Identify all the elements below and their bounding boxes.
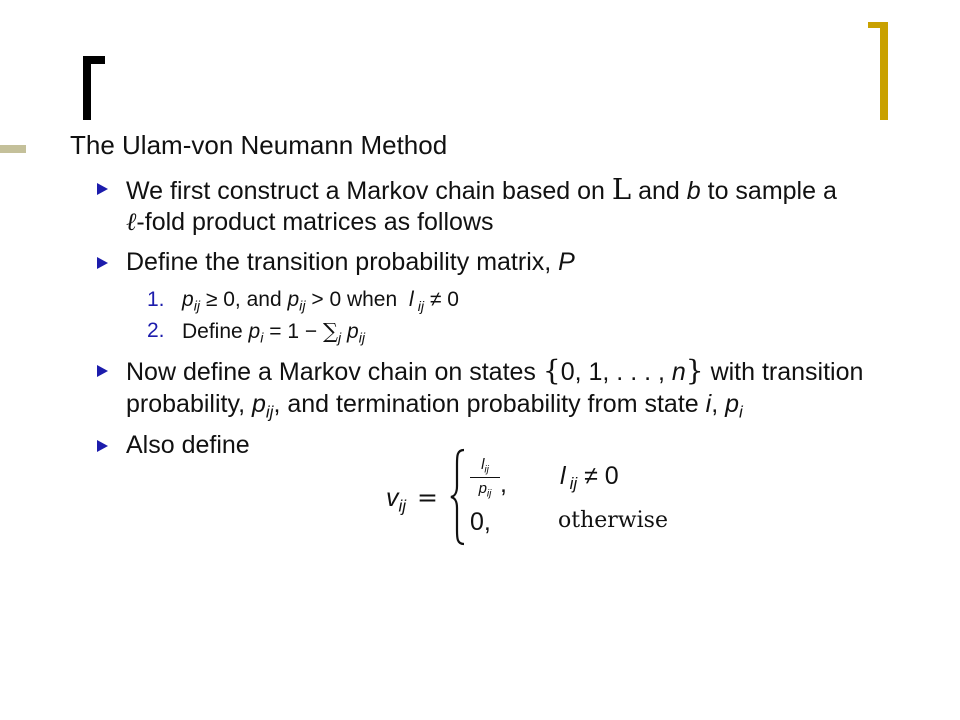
- bullet-triangle-icon: [97, 365, 108, 377]
- black-bracket-decoration: [83, 56, 91, 120]
- bullet-3-line-2: probability, $p_{ij}$, and termination probability from state i, $p_i$: [126, 390, 743, 422]
- formula-case-2-value: 0,: [470, 508, 491, 536]
- fraction-l-over-p: $l_{ij}$ $p_{ij}$: [470, 456, 500, 500]
- left-brace-icon: [448, 448, 468, 546]
- enum-number-1: 1.: [147, 288, 165, 311]
- gold-bracket-decoration: [880, 22, 888, 120]
- bullet-triangle-icon: [97, 440, 108, 452]
- enum-item-2: Define $p_i = 1 - \sum_j$ $p_{ij}$: [182, 319, 366, 347]
- bullet-triangle-icon: [97, 183, 108, 195]
- enum-item-1: $p_{ij} \ge 0$, and $p_{ij} > 0$ when l $_{ij}$ ≠ 0: [182, 288, 459, 315]
- gold-bracket-top-decoration: [868, 22, 888, 28]
- bullet-triangle-icon: [97, 257, 108, 269]
- formula-lhs: $v_{ij}$ =: [386, 483, 438, 516]
- formula-comma: ,: [500, 470, 507, 498]
- bullet-2-line: Define the transition probability matrix, P: [126, 248, 575, 276]
- formula-condition-2: otherwise: [558, 508, 668, 533]
- bullet-1-line-2: ℓ-fold product matrices as follows: [126, 207, 494, 236]
- bullet-3-line-1: Now define a Markov chain on states {0, 1, . . . , n} with transition: [126, 354, 864, 387]
- enum-number-2: 2.: [147, 319, 165, 342]
- slide-title: The Ulam-von Neumann Method: [70, 130, 448, 160]
- black-bracket-top-decoration: [83, 56, 105, 64]
- bullet-1-line-1: We first construct a Markov chain based on L and b to sample a: [126, 172, 837, 206]
- bullet-4-line: Also define: [126, 431, 250, 459]
- formula-condition-1: l $_{ij}$ ≠ 0: [560, 462, 619, 494]
- side-accent-bar: [0, 145, 26, 153]
